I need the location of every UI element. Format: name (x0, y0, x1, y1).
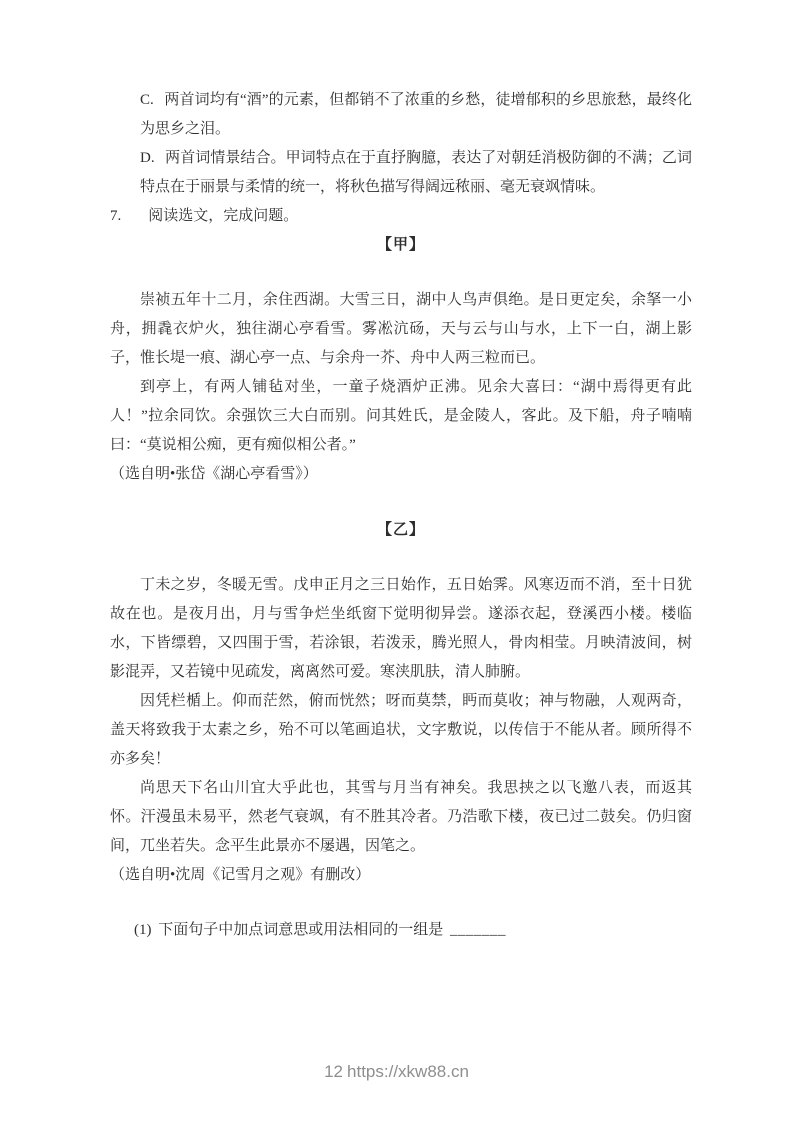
passage-yi-paragraph-1: 丁未之岁，冬暖无雪。戊申正月之三日始作，五日始霁。风寒迈而不消，至十日犹故在也。是夜月出，月与雪争烂坐纸窗下觉明彻异尝。遂添衣起，登溪西小楼。楼临水，下皆缥碧，又四围于雪，若涂银，若泼汞，腾光照人，骨肉相莹。月映清波间，树影混弄，又若镜中见疏发，离离然可爱。寒浃肌肤，清人肺腑。 (110, 577, 692, 680)
sub-question-1-number: (1) (134, 922, 152, 938)
passage-jia-heading: 【甲】 (376, 237, 425, 253)
answer-blank: _______ (450, 922, 507, 938)
passage-yi-paragraph-3: 尚思天下名山川宜大乎此也，其雪与月当有神矣。我思挟之以飞邀八表，而返其怀。汗漫虽未易平，然老气衰飒，有不胜其冷者。乃浩歌下楼，夜已过二鼓矣。仍归窗间，兀坐若失。念平生此景亦不屡遇，因笔之。 (110, 780, 692, 854)
sub-question-1-text: 下面句子中加点词意思或用法相同的一组是 (158, 922, 444, 938)
page-number: 12 (324, 1062, 344, 1081)
option-d-label: D. (140, 150, 155, 166)
passage-yi-paragraph-2: 因凭栏楯上。仰而茫然，俯而恍然；呀而莫禁，眄而莫收；神与物融，人观两奇，盖天将致我于太素之乡，殆不可以笔画追状，文字敷说，以传信于不能从者。顾所得不亦多矣！ (110, 693, 692, 767)
passage-yi-heading: 【乙】 (376, 522, 425, 538)
option-c-label: C. (140, 92, 154, 108)
passage-jia-paragraph-1: 崇祯五年十二月，余住西湖。大雪三日，湖中人鸟声俱绝。是日更定矣，余拏一小舟，拥毳衣炉火，独往湖心亭看雪。雾凇沆砀，天与云与山与水，上下一白，湖上影子，惟长堤一痕、湖心亭一点、与余舟一芥、舟中人两三粒而已。 (110, 292, 692, 366)
option-d (140, 144, 692, 202)
option-c-text: 两首词均有“酒”的元素，但都销不了浓重的乡愁，徒增郁积的乡思旅愁，最终化为思乡之泪。 (140, 92, 692, 137)
option-c (140, 86, 692, 144)
question-7-number: 7. (110, 208, 122, 224)
question-7-prompt: 阅读选文，完成问题。 (148, 208, 299, 224)
passage-yi-attribution: （选自明•沈周《记雪月之观》有删改） (110, 867, 371, 883)
page-footer (0, 1062, 793, 1082)
footer-url: https://xkw88.cn (347, 1062, 469, 1081)
passage-jia-paragraph-2: 到亭上，有两人铺毡对坐，一童子烧酒炉正沸。见余大喜曰：“湖中焉得更有此人！”拉余同饮。余强饮三大白而别。问其姓氏，是金陵人，客此。及下船，舟子喃喃曰：“莫说相公痴，更有痴似相公者。” (110, 379, 692, 453)
passage-jia-attribution: （选自明•张岱《湖心亭看雪》） (110, 466, 318, 482)
exam-content (110, 86, 692, 945)
question-7 (110, 202, 692, 231)
sub-question-1 (134, 916, 692, 945)
option-d-text: 两首词情景结合。甲词特点在于直抒胸臆，表达了对朝廷消极防御的不满；乙词特点在于丽景与柔情的统一，将秋色描写得阔远秾丽、毫无衰飒情味。 (140, 150, 692, 195)
